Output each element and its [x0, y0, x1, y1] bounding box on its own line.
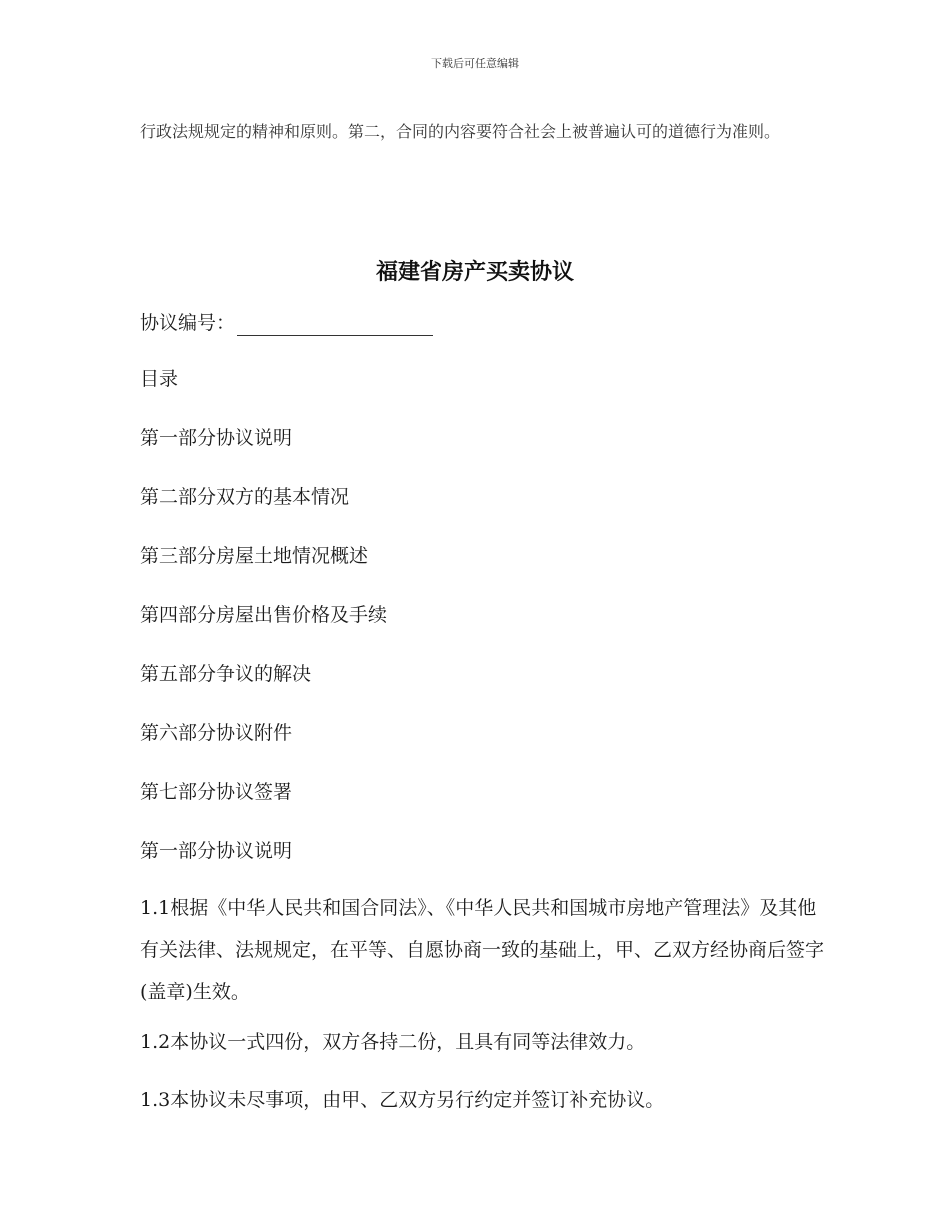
toc-item-2: 第二部分双方的基本情况 [140, 486, 350, 508]
header-note: 下载后可任意编辑 [431, 57, 519, 70]
clause-1-1: 1.1根据《中华人民共和国合同法》、《中华人民共和国城市房地产管理法》及其他有关法律、法规规定，在平等、自愿协商一致的基础上，甲、乙双方经协商后签字(盖章)生效。 [140, 897, 825, 1003]
agreement-number-row [140, 310, 433, 336]
toc-item-7: 第七部分协议签署 [140, 781, 293, 803]
agreement-number-blank [237, 317, 433, 336]
clause-1-2: 1.2本协议一式四份，双方各持二份，且具有同等法律效力。 [140, 1031, 646, 1053]
toc-item-1: 第一部分协议说明 [140, 427, 293, 449]
toc-item-5: 第五部分争议的解决 [140, 663, 312, 685]
clause-1-3: 1.3本协议未尽事项，由甲、乙双方另行约定并签订补充协议。 [140, 1089, 665, 1111]
agreement-number-label: 协议编号： [140, 312, 236, 334]
section-heading: 第一部分协议说明 [140, 840, 293, 862]
toc-item-6: 第六部分协议附件 [140, 722, 293, 744]
document-title: 福建省房产买卖协议 [375, 259, 574, 285]
toc-item-3: 第三部分房屋土地情况概述 [140, 545, 369, 567]
intro-paragraph: 行政法规规定的精神和原则。第二，合同的内容要符合社会上被普遍认可的道德行为准则。 [140, 122, 781, 141]
toc-item-4: 第四部分房屋出售价格及手续 [140, 604, 388, 626]
toc-heading: 目录 [140, 368, 179, 390]
